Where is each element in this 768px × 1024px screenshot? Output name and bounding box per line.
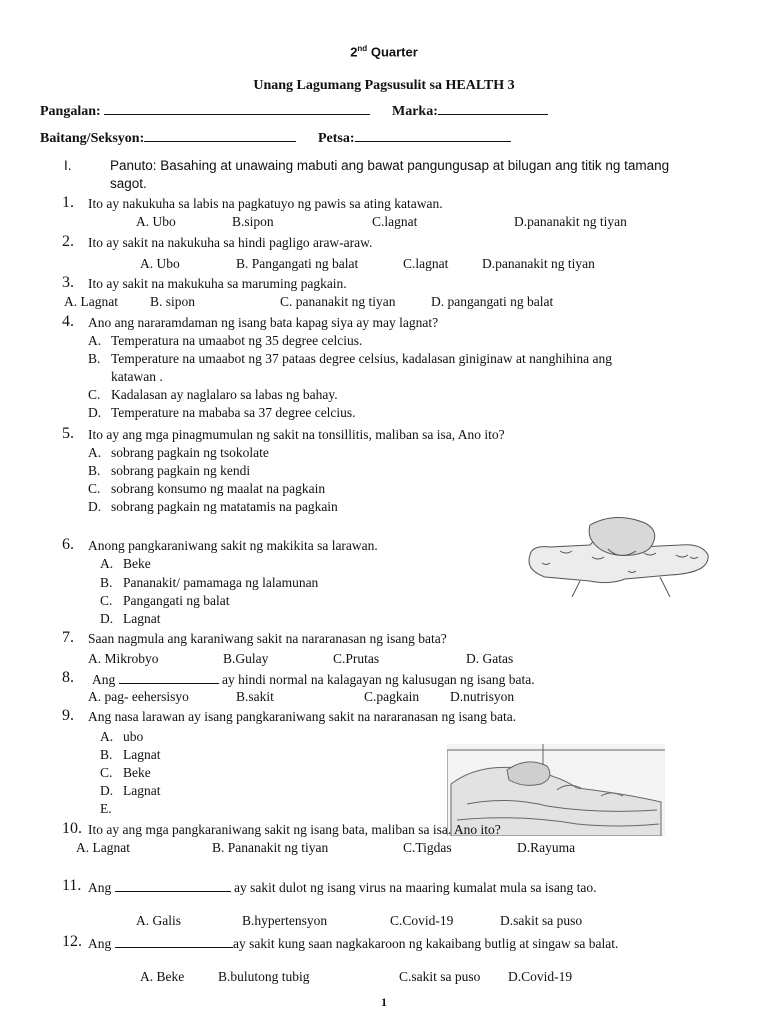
q8-pre: Ang [92,672,116,687]
q4-letter-c: C. [88,387,101,402]
q11-option-c[interactable]: C.Covid-19 [390,913,454,928]
q1-option-b[interactable]: B.sipon [232,214,274,229]
q6-option-c[interactable]: Pangangati ng balat [123,593,230,608]
q11-blank[interactable] [115,879,231,892]
q2-option-b[interactable]: B. Pangangati ng balat [236,256,359,271]
q9-text: Ang nasa larawan ay isang pangkaraniwang sakit na nararanasan ng isang bata. [88,709,517,724]
q6-option-a[interactable]: Beke [123,556,151,571]
marka-row [392,102,548,120]
q5-text: Ito ay ang mga pinagmumulan ng sakit na tonsillitis, maliban sa isa, Ano ito? [88,427,505,442]
q4-letter-d: D. [88,405,102,420]
q1-option-a[interactable]: A. Ubo [136,214,176,229]
q8-number: 8. [62,669,74,686]
q5-letter-a: A. [88,445,102,460]
q12-option-d[interactable]: D.Covid-19 [508,969,573,984]
pangalan-label: Pangalan: [40,104,101,119]
q10-option-b[interactable]: B. Pananakit ng tiyan [212,840,329,855]
q8-option-c[interactable]: C.pagkain [364,689,420,704]
q2-option-d[interactable]: D.pananakit ng tiyan [482,256,595,271]
q6-letter-c: C. [100,593,113,608]
q6-text: Anong pangkaraniwang sakit ng makikita sa larawan. [88,538,378,553]
petsa-label: Petsa: [318,131,355,146]
q8-text: ay hindi normal na kalagayan ng kalusugan ng isang bata. [222,672,535,687]
marka-label: Marka: [392,104,438,119]
q5-option-c[interactable]: sobrang konsumo ng maalat na pagkain [111,481,326,496]
q9-letter-c: C. [100,765,113,780]
q5-option-a[interactable]: sobrang pagkain ng tsokolate [111,445,269,460]
q6-number: 6. [62,536,74,553]
q9-option-a[interactable]: ubo [123,729,144,744]
baitang-field[interactable] [144,129,296,142]
q6-option-b[interactable]: Pananakit/ pamamaga ng lalamunan [123,575,319,590]
q8-line [92,671,535,688]
q4-text: Ano ang nararamdaman ng isang bata kapag siya ay may lagnat? [88,315,439,330]
q9-option-d[interactable]: Lagnat [123,783,161,798]
q5-letter-d: D. [88,499,102,514]
q9-option-b[interactable]: Lagnat [123,747,161,762]
instructions-line1: Panuto: Basahing at unawaing mabuti ang bawat pangungusap at bilugan ang titik ng tamang [110,158,670,173]
q5-option-d[interactable]: sobrang pagkain ng matatamis na pagkain [111,499,338,514]
q2-option-a[interactable]: A. Ubo [140,256,180,271]
q9-option-c[interactable]: Beke [123,765,151,780]
name-row [40,102,370,120]
q12-number: 12. [62,933,82,950]
q3-number: 3. [62,274,74,291]
q12-line [88,935,618,952]
q2-number: 2. [62,233,74,250]
q5-number: 5. [62,425,74,442]
q3-option-b[interactable]: B. sipon [150,294,196,309]
q1-number: 1. [62,194,74,211]
page-title: Unang Lagumang Pagsusulit sa HEALTH 3 [253,78,515,93]
q10-option-a[interactable]: A. Lagnat [76,840,130,855]
q7-option-b[interactable]: B.Gulay [223,651,269,666]
baitang-row [40,129,296,147]
quarter-number: 2 [350,44,358,60]
sore-throat-child-illustration [520,515,720,597]
quarter-heading [0,44,768,59]
q1-option-d[interactable]: D.pananakit ng tiyan [514,214,627,229]
instructions-line2: sagot. [110,176,147,191]
q7-number: 7. [62,629,74,646]
page-number: 1 [381,995,387,1009]
q6-letter-a: A. [100,556,114,571]
petsa-row [318,129,511,147]
q10-option-d[interactable]: D.Rayuma [517,840,576,855]
q1-option-c[interactable]: C.lagnat [372,214,418,229]
q8-option-a[interactable]: A. pag- eehersisyo [88,689,189,704]
q7-option-d[interactable]: D. Gatas [466,651,514,666]
q12-option-c[interactable]: C.sakit sa puso [399,969,481,984]
q2-text: Ito ay sakit na nakukuha sa hindi pagligo araw-araw. [88,235,373,250]
petsa-field[interactable] [355,129,511,142]
q7-text: Saan nagmula ang karaniwang sakit na nararanasan ng isang bata? [88,631,447,646]
q8-option-b[interactable]: B.sakit [236,689,274,704]
q6-letter-b: B. [100,575,113,590]
q4-letter-b: B. [88,351,101,366]
q7-option-c[interactable]: C.Prutas [333,651,380,666]
q6-letter-d: D. [100,611,114,626]
q4-number: 4. [62,313,74,330]
q3-option-c[interactable]: C. pananakit ng tiyan [280,294,396,309]
q10-number: 10. [62,820,82,837]
q11-option-d[interactable]: D.sakit sa puso [500,913,583,928]
q6-option-d[interactable]: Lagnat [123,611,161,626]
q9-letter-d: D. [100,783,114,798]
q5-letter-b: B. [88,463,101,478]
q10-option-c[interactable]: C.Tigdas [403,840,452,855]
q9-letter-e: E. [100,801,112,816]
q12-blank[interactable] [115,935,233,948]
q12-pre: Ang [88,936,112,951]
instructions-numeral: I. [64,158,72,173]
q8-option-d[interactable]: D.nutrisyon [450,689,515,704]
q5-letter-c: C. [88,481,101,496]
q11-line [88,879,597,896]
q3-text: Ito ay sakit na makukuha sa maruming pagkain. [88,276,347,291]
q4-option-c[interactable]: Kadalasan ay naglalaro sa labas ng bahay. [111,387,338,402]
q4-option-d[interactable]: Temperature na mababa sa 37 degree celcius. [111,405,356,420]
q9-number: 9. [62,707,74,724]
q11-number: 11. [62,877,82,894]
q3-option-d[interactable]: D. pangangati ng balat [431,294,554,309]
q4-option-a[interactable]: Temperatura na umaabot ng 35 degree celcius. [111,333,363,348]
q7-option-a[interactable]: A. Mikrobyo [88,651,159,666]
q12-option-a[interactable]: A. Beke [140,969,185,984]
q11-pre: Ang [88,880,112,895]
q4-option-b-line2[interactable]: katawan . [111,369,163,384]
q2-option-c[interactable]: C.lagnat [403,256,449,271]
q11-text: ay sakit dulot ng isang virus na maaring kumalat mula sa isang tao. [234,880,597,895]
baitang-label: Baitang/Seksyon: [40,131,145,146]
q10-text: Ito ay ang mga pangkaraniwang sakit ng isang bata, maliban sa isa. Ano ito? [88,822,501,837]
quarter-word: Quarter [370,44,418,60]
marka-field[interactable] [438,102,548,115]
quarter-suffix: nd [357,44,368,53]
q3-option-a[interactable]: A. Lagnat [64,294,118,309]
q4-letter-a: A. [88,333,102,348]
q9-letter-a: A. [100,729,114,744]
q12-option-b[interactable]: B.bulutong tubig [218,969,310,984]
q1-text: Ito ay nakukuha sa labis na pagkatuyo ng pawis sa ating katawan. [88,196,443,211]
q5-option-b[interactable]: sobrang pagkain ng kendi [111,463,251,478]
q11-option-b[interactable]: B.hypertensyon [242,913,328,928]
pangalan-field[interactable] [104,102,370,115]
q11-option-a[interactable]: A. Galis [136,913,181,928]
q12-text: ay sakit kung saan nagkakaroon ng kakaibang butlig at singaw sa balat. [233,936,619,951]
q8-blank[interactable] [119,671,219,684]
q4-option-b-line1[interactable]: Temperature na umaabot ng 37 pataas degree celsius, kadalasan giniginaw at nanghihina ang [111,351,612,366]
q9-letter-b: B. [100,747,113,762]
